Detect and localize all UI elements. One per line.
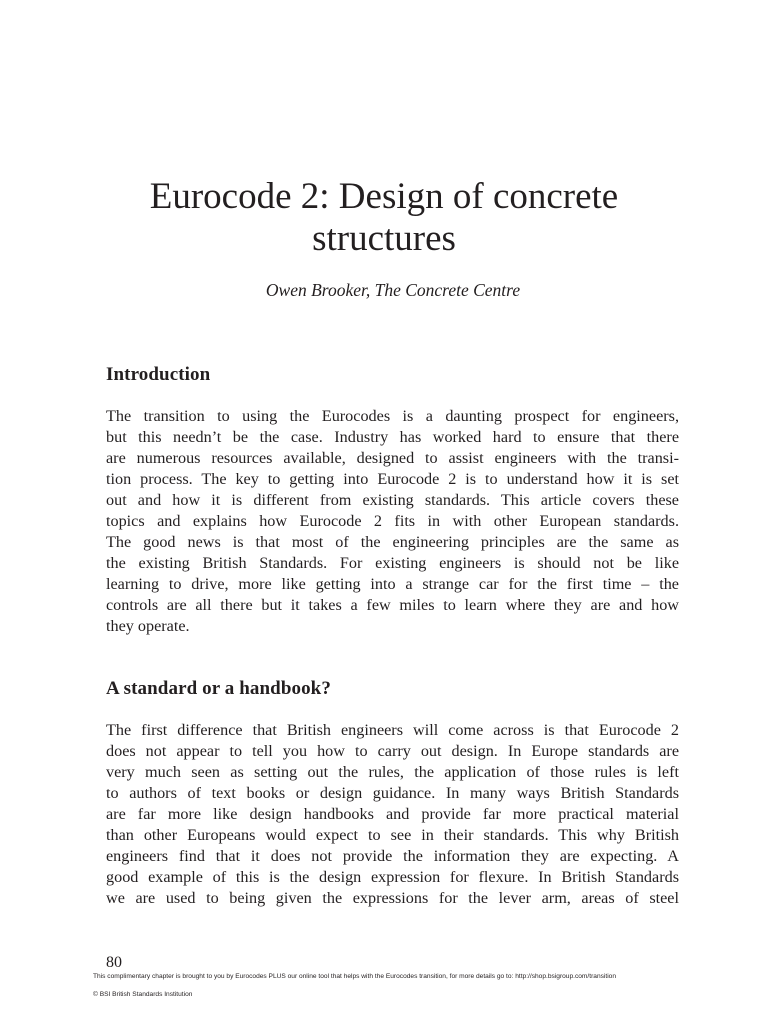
section-heading-standard-or-handbook: A standard or a handbook? (106, 678, 331, 699)
text-line: does not appear to tell you how to carry out design. In Europe standards are (106, 742, 679, 760)
introduction-paragraph (106, 406, 679, 637)
text-line: are numerous resources available, designed to assist engineers with the transi- (106, 449, 679, 467)
text-line: The transition to using the Eurocodes is a daunting prospect for engineers, (106, 407, 679, 425)
text-line: learning to drive, more like getting into a strange car for the first time – the (106, 575, 679, 593)
footer-copyright: © BSI British Standards Institution (93, 991, 193, 998)
text-line: The good news is that most of the engineering principles are the same as (106, 533, 679, 551)
footer-notice: This complimentary chapter is brought to you by Eurocodes PLUS our online tool that helps with the Eurocodes transition, for more details go to: http://shop.bsigroup.com/transition (93, 973, 617, 980)
text-line: out and how it is different from existing standards. This article covers these (106, 491, 679, 509)
text-line: to authors of text books or design guidance. In many ways British Standards (106, 784, 679, 802)
section-heading-introduction: Introduction (106, 364, 211, 385)
text-line: good example of this is the design expression for flexure. In British Standards (106, 868, 679, 886)
page-number: 80 (106, 954, 122, 971)
text-line: but this needn’t be the case. Industry has worked hard to ensure that there (106, 428, 679, 446)
text-line: they operate. (106, 617, 190, 635)
title-line: Eurocode 2: Design of concrete (149, 176, 619, 217)
text-line: than other Europeans would expect to see in their standards. This why British (106, 826, 679, 844)
text-line: tion process. The key to getting into Eurocode 2 is to understand how it is set (106, 470, 679, 488)
text-line: are far more like design handbooks and provide far more practical material (106, 805, 679, 823)
text-line: we are used to being given the expressions for the lever arm, areas of steel (106, 889, 679, 907)
text-line: the existing British Standards. For existing engineers is should not be like (106, 554, 679, 572)
document-title (0, 176, 768, 260)
author-line: Owen Brooker, The Concrete Centre (265, 280, 521, 300)
text-line: controls are all there but it takes a few miles to learn where they are and how (106, 596, 679, 614)
text-line: very much seen as setting out the rules, the application of those rules is left (106, 763, 679, 781)
text-line: topics and explains how Eurocode 2 fits in with other European standards. (106, 512, 679, 530)
standard-or-handbook-paragraph (106, 720, 679, 909)
text-line: engineers find that it does not provide the information they are expecting. A (106, 847, 679, 865)
text-line: The first difference that British engineers will come across is that Eurocode 2 (106, 721, 679, 739)
title-line: structures (312, 218, 456, 259)
